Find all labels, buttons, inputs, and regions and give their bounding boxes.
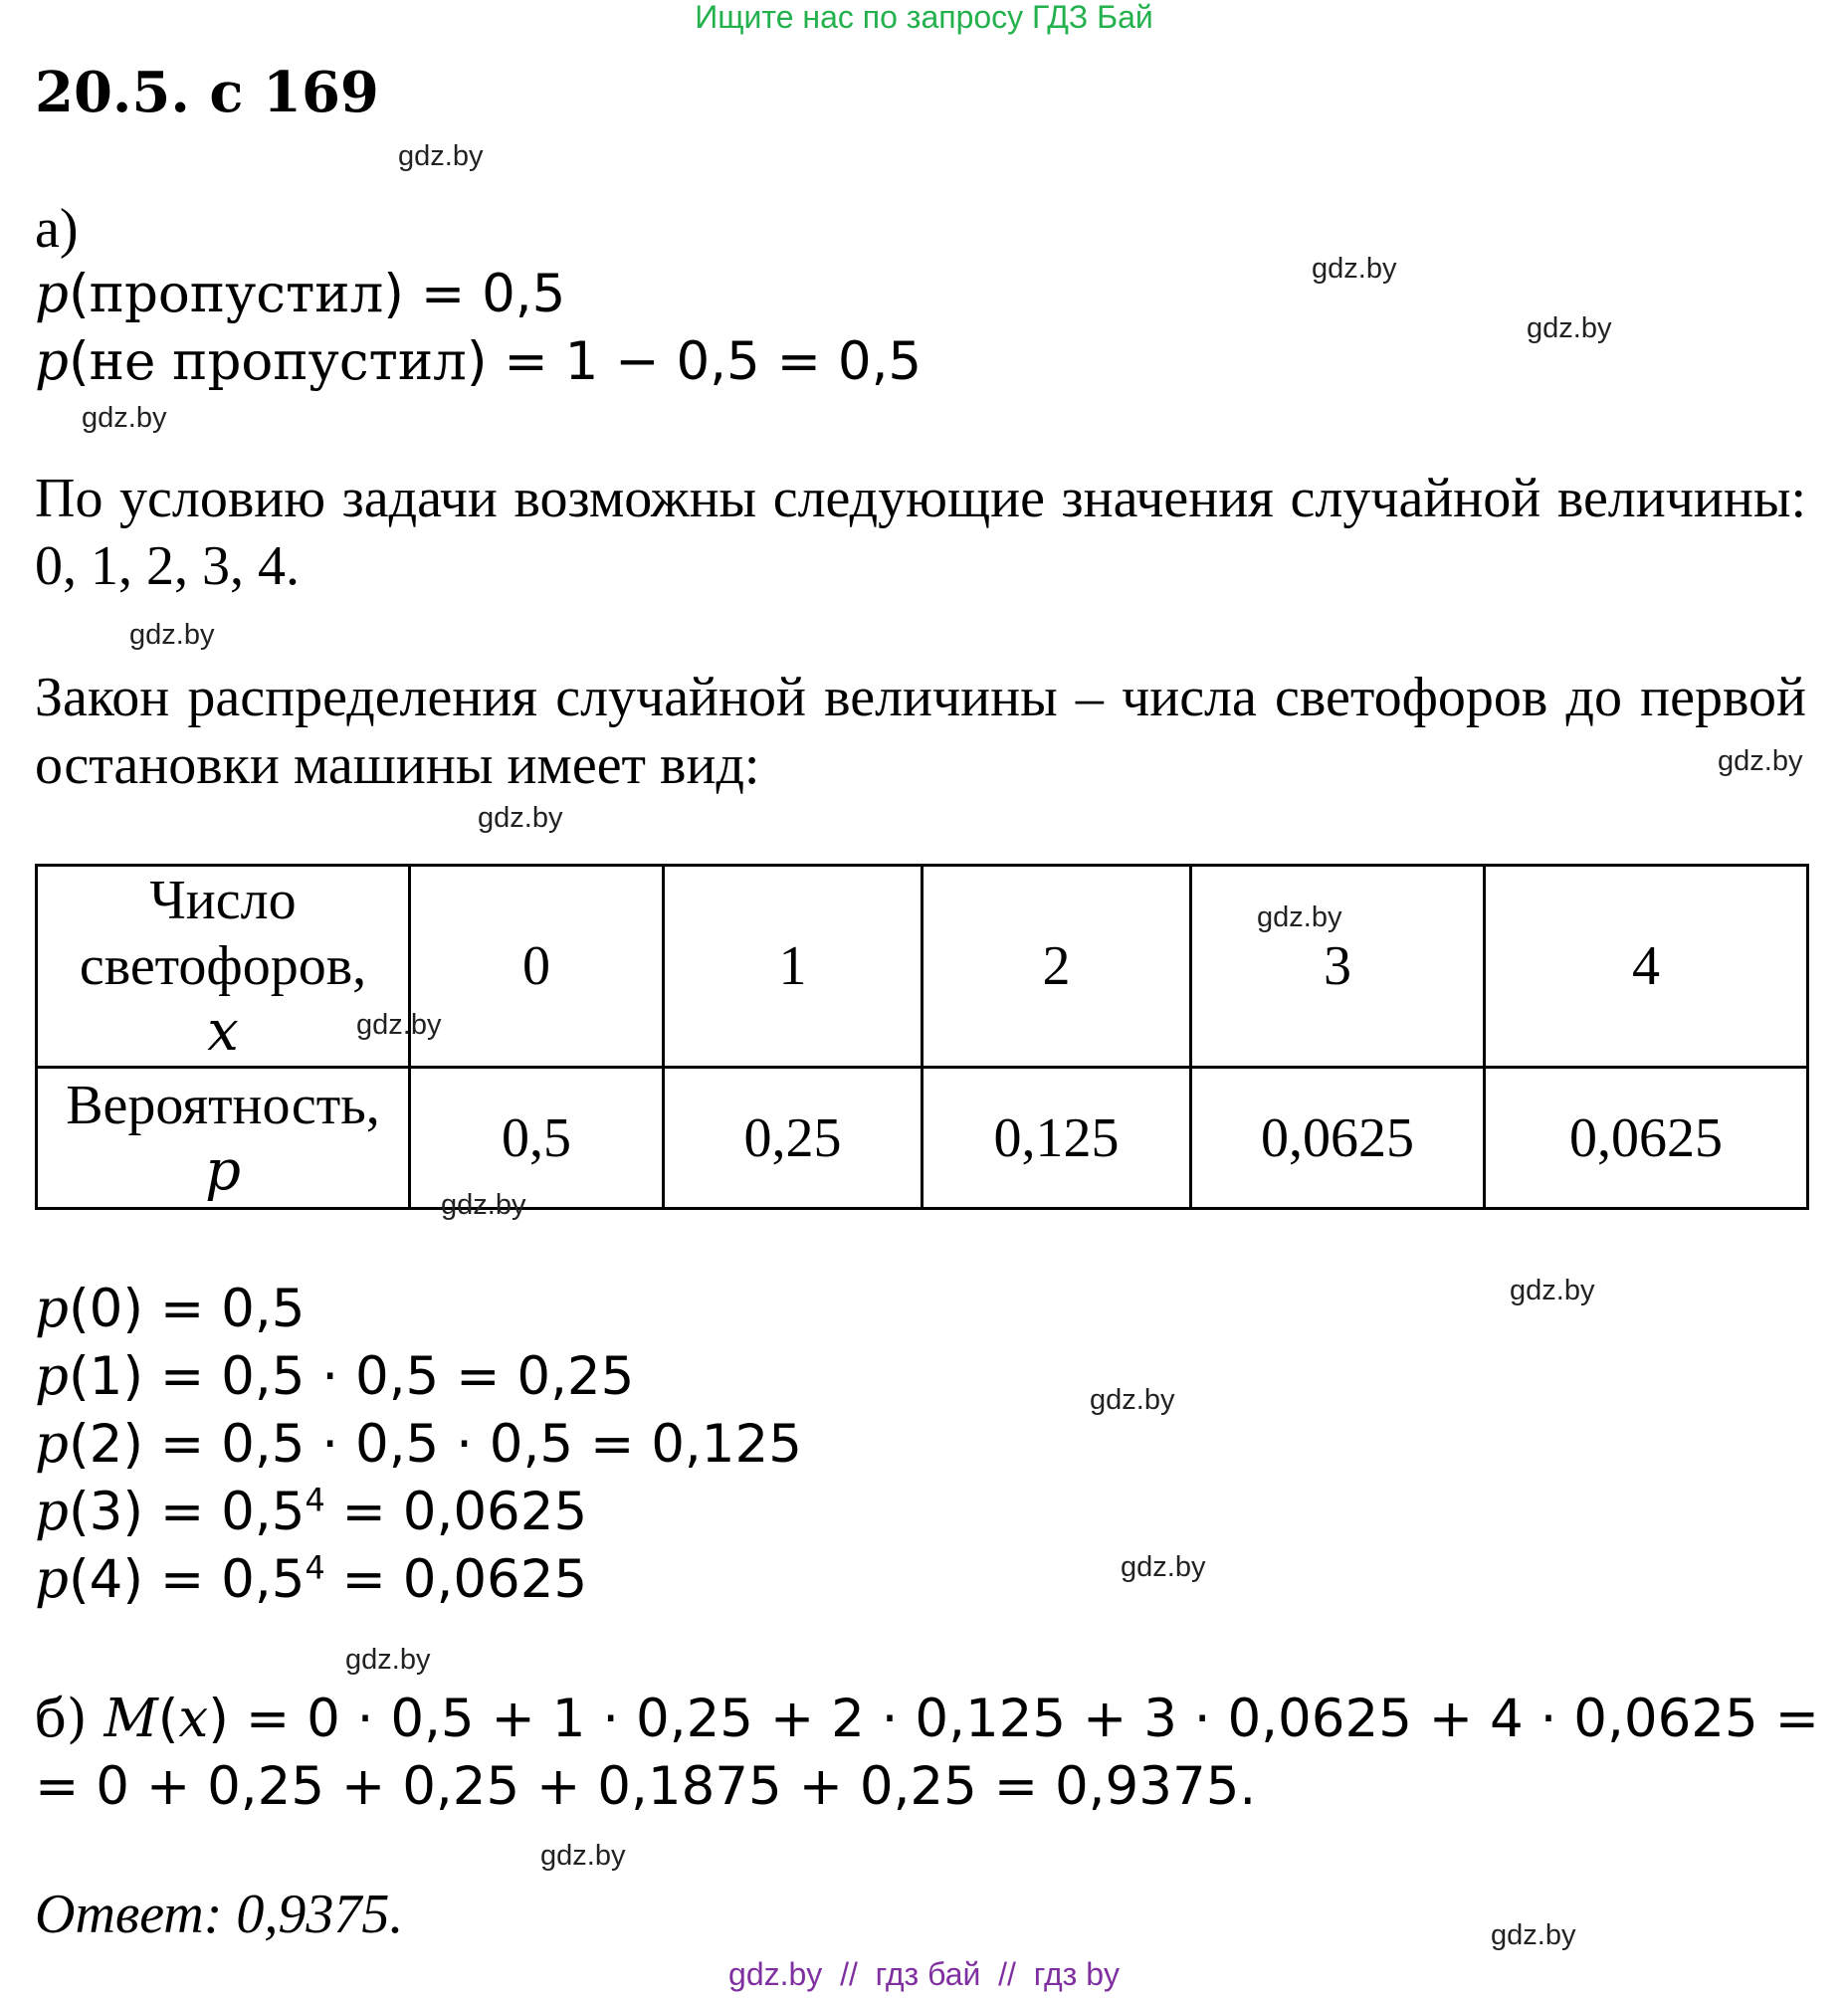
equation-tail: = 0,0625 <box>324 1482 588 1542</box>
watermark: gdz.by <box>129 619 215 651</box>
watermark: gdz.by <box>1510 1275 1595 1306</box>
watermark: gdz.by <box>398 140 484 172</box>
table-cell: 0,125 <box>923 1068 1191 1209</box>
paragraph-distribution-law: Закон распределения случайной величины – числа светофоров до первой остановки машины имеет вид: <box>35 667 1806 796</box>
equation-line: p(2) = 0,5 · 0,5 · 0,5 = 0,125 <box>35 1414 802 1475</box>
table-cell: 0,0625 <box>1191 1068 1485 1209</box>
watermark: gdz.by <box>1491 1919 1576 1951</box>
equation-rest: = 1 − 0,5 = 0,5 <box>487 331 923 392</box>
table-cell: 0,5 <box>410 1068 664 1209</box>
watermark: gdz.by <box>540 1840 626 1872</box>
watermark: gdz.by <box>1718 745 1803 777</box>
equation-rest: = 0,5 <box>143 1549 306 1610</box>
table-cell: 0 <box>410 866 664 1068</box>
equation-rest: = 0,5 <box>143 1482 306 1542</box>
equation-rest: = 0,5 · 0,5 = 0,25 <box>143 1346 635 1407</box>
watermark: gdz.by <box>1257 901 1342 933</box>
watermark: gdz.by <box>1121 1551 1206 1583</box>
watermark: gdz.by <box>345 1644 431 1676</box>
equation-rest: = 0 · 0,5 + 1 · 0,25 + 2 · 0,125 + 3 · 0,0625 + 4 · 0,0625 = <box>228 1689 1819 1749</box>
event-label: не пропустил <box>89 331 467 392</box>
function-symbol: M <box>103 1689 158 1749</box>
exercise-title: 20.5. с 169 <box>35 60 379 125</box>
variable-symbol: x <box>207 999 239 1064</box>
watermark: gdz.by <box>1090 1384 1175 1416</box>
equation-line: $p(4) = 0,5^4 = 0,0625$ <box>35 1549 588 1610</box>
table-row <box>37 866 1808 1068</box>
equation-tail: = 0,0625 <box>324 1549 588 1610</box>
variable-symbol: p <box>205 1137 241 1203</box>
header-text: Вероятность, <box>66 1074 380 1136</box>
search-hint-banner: Ищите нас по запросу ГДЗ Бай <box>695 0 1153 35</box>
exponent: 4 <box>305 1549 325 1587</box>
equation-rest: = 0,5 <box>143 1279 306 1339</box>
paragraph-values: По условию задачи возможны следующие значения случайной величины: 0, 1, 2, 3, 4. <box>35 468 1806 597</box>
equation-line: p(1) = 0,5 · 0,5 = 0,25 <box>35 1346 635 1407</box>
watermark: gdz.by <box>82 402 167 434</box>
equation-arg: 2 <box>89 1414 123 1475</box>
equation-arg: 1 <box>89 1346 123 1407</box>
function-symbol: p <box>35 331 69 392</box>
probability-not-missed-line: p(не пропустил) = 1 − 0,5 = 0,5 <box>35 331 923 392</box>
equation-rest: = 0,5 <box>403 264 566 324</box>
watermark: gdz.by <box>441 1189 526 1221</box>
watermark: gdz.by <box>1312 253 1397 285</box>
table-cell: 3 <box>1191 866 1485 1068</box>
table-cell: 2 <box>923 866 1191 1068</box>
distribution-table <box>35 864 1809 1210</box>
exponent: 4 <box>305 1482 325 1519</box>
probability-missed-line: p(пропустил) = 0,5 <box>35 264 566 324</box>
variable-symbol: x <box>178 1689 209 1749</box>
table-cell: 1 <box>664 866 923 1068</box>
expectation-line-2: = 0 + 0,25 + 0,25 + 0,1875 + 0,25 = 0,9375. <box>35 1756 1257 1817</box>
part-b-label: б) <box>35 1689 104 1749</box>
table-header-cell <box>37 1068 410 1209</box>
watermark: gdz.by <box>1527 312 1612 344</box>
equation-arg: 0 <box>89 1279 123 1339</box>
equation-line: p(0) = 0,5 <box>35 1279 306 1339</box>
table-cell: 0,0625 <box>1485 1068 1808 1209</box>
expectation-line-1: б) M(x) = 0 · 0,5 + 1 · 0,25 + 2 · 0,125 + 3 · 0,0625 + 4 · 0,0625 = <box>35 1689 1819 1749</box>
watermark: gdz.by <box>356 1009 442 1041</box>
table-row <box>37 1068 1808 1209</box>
equation-arg: 4 <box>89 1549 123 1610</box>
part-a-label: а) <box>35 198 79 260</box>
equation-rest: = 0,5 · 0,5 · 0,5 = 0,125 <box>143 1414 802 1475</box>
table-header-cell <box>37 866 410 1068</box>
event-label: пропустил <box>89 264 384 324</box>
header-text: Число <box>149 870 297 931</box>
function-symbol: p <box>35 264 69 324</box>
table-cell: 0,25 <box>664 1068 923 1209</box>
watermark: gdz.by <box>478 802 563 834</box>
header-text: светофоров, <box>79 935 367 997</box>
footer-links: gdz.by // гдз бай // гдз by <box>728 1956 1120 1992</box>
equation-arg: 3 <box>89 1482 123 1542</box>
answer: Ответ: 0,9375. <box>35 1884 404 1945</box>
table-cell: 4 <box>1485 866 1808 1068</box>
equation-line: $p(3) = 0,5^4 = 0,0625$ <box>35 1482 588 1542</box>
